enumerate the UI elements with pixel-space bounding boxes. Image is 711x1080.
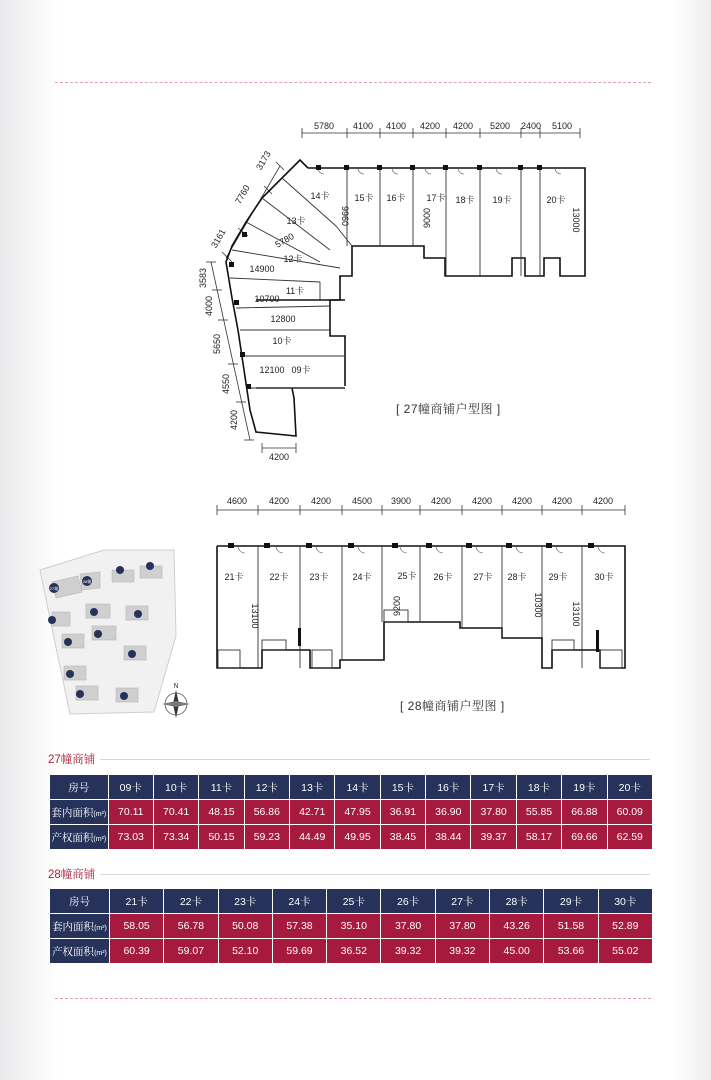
table28-inner-cell: 37.80 bbox=[381, 914, 435, 939]
table27-title_area-cell: 38.45 bbox=[380, 825, 425, 850]
table27-title_area-cell: 44.49 bbox=[290, 825, 335, 850]
p27-unit-15: 15卡 bbox=[354, 193, 374, 203]
p27-inner-5: 9960 bbox=[340, 205, 350, 227]
p28-dim-top-9: 4200 bbox=[592, 496, 614, 506]
p27-dim-left-2: 5650 bbox=[212, 333, 222, 355]
table27-inner-cell: 70.41 bbox=[153, 800, 198, 825]
table27-inner-cell: 36.90 bbox=[426, 800, 471, 825]
table27-rooms-cell: 20卡 bbox=[607, 775, 652, 800]
p27-dim-left-1: 4000 bbox=[204, 295, 214, 317]
table-28-label-inner: 套内面积(m²) bbox=[50, 914, 110, 939]
table27-inner-cell: 56.86 bbox=[244, 800, 289, 825]
table28-title_area-cell: 45.00 bbox=[490, 939, 544, 964]
p27-unit-18: 18卡 bbox=[455, 195, 475, 205]
table27-rooms-cell: 14卡 bbox=[335, 775, 380, 800]
table27-title_area-cell: 62.59 bbox=[607, 825, 652, 850]
table28-rooms-cell: 28卡 bbox=[490, 889, 544, 914]
table28-title_area-cell: 60.39 bbox=[109, 939, 163, 964]
p28-dim-top-3: 4500 bbox=[351, 496, 373, 506]
table28-title_area-cell: 59.69 bbox=[272, 939, 326, 964]
p27-dim-top-2: 4100 bbox=[385, 121, 407, 131]
table27-rooms-cell: 15卡 bbox=[380, 775, 425, 800]
p27-inner-4: 12100 bbox=[259, 365, 285, 375]
p28-dim-top-4: 3900 bbox=[390, 496, 412, 506]
table28-inner-cell: 57.38 bbox=[272, 914, 326, 939]
p27-dim-left-0: 3583 bbox=[198, 267, 208, 289]
table-27-row-inner bbox=[50, 800, 653, 825]
table28-inner-cell: 58.05 bbox=[109, 914, 163, 939]
p28-unit-21: 21卡 bbox=[224, 572, 244, 582]
p27-inner-7: 13000 bbox=[571, 207, 581, 233]
p28-unit-26: 26卡 bbox=[433, 572, 453, 582]
p28-dim-top-2: 4200 bbox=[310, 496, 332, 506]
p27-unit-11: 11卡 bbox=[285, 286, 305, 296]
p27-dim-top-5: 5200 bbox=[489, 121, 511, 131]
plan-27-drawing bbox=[0, 0, 711, 480]
p28-dim-top-7: 4200 bbox=[511, 496, 533, 506]
p28-unit-25: 25卡 bbox=[397, 571, 417, 581]
table27-rooms-cell: 17卡 bbox=[471, 775, 516, 800]
p27-dim-diag-0: 3161 bbox=[209, 227, 228, 250]
table27-title_area-cell: 49.95 bbox=[335, 825, 380, 850]
p27-unit-20: 20卡 bbox=[546, 195, 566, 205]
table27-rooms-cell: 11卡 bbox=[199, 775, 244, 800]
p27-unit-14: 14卡 bbox=[310, 191, 330, 201]
table27-title_area-cell: 59.23 bbox=[244, 825, 289, 850]
table27-title_area-cell: 38.44 bbox=[426, 825, 471, 850]
p27-inner-2: 10700 bbox=[254, 294, 280, 304]
p28-unit-30: 30卡 bbox=[594, 572, 614, 582]
p28-unit-22: 22卡 bbox=[269, 572, 289, 582]
bottom-dashed-divider bbox=[55, 998, 651, 999]
keymap-label-27: 27幢 bbox=[49, 586, 59, 591]
table27-title_area-cell: 73.34 bbox=[153, 825, 198, 850]
table28-inner-cell: 35.10 bbox=[327, 914, 381, 939]
p27-inner-6: 9000 bbox=[422, 207, 432, 229]
table28-title_area-cell: 36.52 bbox=[327, 939, 381, 964]
table27-title_area-cell: 50.15 bbox=[199, 825, 244, 850]
table27-title_area-cell: 39.37 bbox=[471, 825, 516, 850]
p27-dim-top-0: 5780 bbox=[313, 121, 335, 131]
table-27-row-room bbox=[50, 775, 653, 800]
p28-inner-2: 10300 bbox=[533, 592, 543, 618]
p27-dim-bottom: 4200 bbox=[268, 452, 290, 462]
table27-inner-cell: 37.80 bbox=[471, 800, 516, 825]
plan-27-caption: [ 27幢商铺户型图 ] bbox=[396, 402, 501, 416]
p28-unit-28: 28卡 bbox=[507, 572, 527, 582]
table-27-label-inner: 套内面积(m²) bbox=[50, 800, 109, 825]
table27-inner-cell: 48.15 bbox=[199, 800, 244, 825]
table-28-row-inner bbox=[50, 914, 653, 939]
table-28 bbox=[49, 888, 653, 964]
table-27-title: 27幢商铺 bbox=[48, 754, 96, 766]
table28-inner-cell: 51.58 bbox=[544, 914, 598, 939]
p27-unit-17: 17卡 bbox=[426, 193, 446, 203]
p27-unit-12: 12卡 bbox=[283, 254, 303, 264]
table28-rooms-cell: 21卡 bbox=[109, 889, 163, 914]
p27-dim-top-1: 4100 bbox=[352, 121, 374, 131]
p28-dim-top-5: 4200 bbox=[430, 496, 452, 506]
table27-title_area-cell: 73.03 bbox=[108, 825, 153, 850]
table27-rooms-cell: 18卡 bbox=[516, 775, 561, 800]
p27-dim-diag-2: 3173 bbox=[254, 149, 273, 172]
table27-rooms-cell: 16卡 bbox=[426, 775, 471, 800]
table28-rooms-cell: 30卡 bbox=[598, 889, 652, 914]
table-27-title-rule bbox=[100, 759, 650, 760]
table-27-label-room: 房号 bbox=[50, 775, 109, 800]
table28-rooms-cell: 25卡 bbox=[327, 889, 381, 914]
table28-rooms-cell: 22卡 bbox=[164, 889, 218, 914]
table27-rooms-cell: 09卡 bbox=[108, 775, 153, 800]
table-28-label-room: 房号 bbox=[50, 889, 110, 914]
compass-north-label: N bbox=[173, 683, 179, 690]
keymap-label-28: 28幢 bbox=[82, 579, 92, 584]
p27-unit-09: 09卡 bbox=[291, 365, 311, 375]
p28-inner-1: 9200 bbox=[392, 595, 402, 617]
table28-title_area-cell: 39.32 bbox=[381, 939, 435, 964]
p27-inner-3: 12800 bbox=[270, 314, 296, 324]
table28-inner-cell: 37.80 bbox=[435, 914, 489, 939]
p28-inner-3: 13100 bbox=[571, 601, 581, 627]
table28-title_area-cell: 52.10 bbox=[218, 939, 272, 964]
p27-unit-16: 16卡 bbox=[386, 193, 406, 203]
table28-inner-cell: 43.26 bbox=[490, 914, 544, 939]
table27-rooms-cell: 10卡 bbox=[153, 775, 198, 800]
p27-inner-1: 14900 bbox=[249, 264, 275, 274]
p27-dim-left-3: 4550 bbox=[221, 373, 231, 395]
table28-inner-cell: 50.08 bbox=[218, 914, 272, 939]
table27-inner-cell: 60.09 bbox=[607, 800, 652, 825]
table-27 bbox=[49, 774, 653, 850]
p27-dim-left-4: 4200 bbox=[229, 409, 239, 431]
table28-inner-cell: 52.89 bbox=[598, 914, 652, 939]
table-27-label-title: 产权面积(m²) bbox=[50, 825, 109, 850]
table27-inner-cell: 55.85 bbox=[516, 800, 561, 825]
p28-dim-top-1: 4200 bbox=[268, 496, 290, 506]
table28-rooms-cell: 26卡 bbox=[381, 889, 435, 914]
table28-title_area-cell: 55.02 bbox=[598, 939, 652, 964]
p27-inner-0: 5780 bbox=[273, 231, 296, 250]
p27-unit-13: 13卡 bbox=[286, 216, 306, 226]
p27-dim-top-3: 4200 bbox=[419, 121, 441, 131]
plan-28-caption: [ 28幢商铺户型图 ] bbox=[400, 699, 505, 713]
table-28-row-title bbox=[50, 939, 653, 964]
table27-inner-cell: 47.95 bbox=[335, 800, 380, 825]
p28-unit-29: 29卡 bbox=[548, 572, 568, 582]
table28-title_area-cell: 59.07 bbox=[164, 939, 218, 964]
table27-rooms-cell: 12卡 bbox=[244, 775, 289, 800]
table28-rooms-cell: 29卡 bbox=[544, 889, 598, 914]
p28-inner-0: 13100 bbox=[250, 603, 260, 629]
table-28-row-room bbox=[50, 889, 653, 914]
p27-dim-top-6: 2400 bbox=[520, 121, 542, 131]
p28-unit-23: 23卡 bbox=[309, 572, 329, 582]
table27-inner-cell: 42.71 bbox=[290, 800, 335, 825]
table27-inner-cell: 70.11 bbox=[108, 800, 153, 825]
table27-title_area-cell: 69.66 bbox=[562, 825, 607, 850]
p27-dim-top-4: 4200 bbox=[452, 121, 474, 131]
table27-inner-cell: 66.88 bbox=[562, 800, 607, 825]
table-27-row-title bbox=[50, 825, 653, 850]
table27-rooms-cell: 19卡 bbox=[562, 775, 607, 800]
p27-unit-19: 19卡 bbox=[492, 195, 512, 205]
compass-icon bbox=[156, 680, 196, 724]
table-28-label-title: 产权面积(m²) bbox=[50, 939, 110, 964]
p27-dim-top-7: 5100 bbox=[551, 121, 573, 131]
table28-inner-cell: 56.78 bbox=[164, 914, 218, 939]
table28-title_area-cell: 39.32 bbox=[435, 939, 489, 964]
table28-title_area-cell: 53.66 bbox=[544, 939, 598, 964]
table28-rooms-cell: 27卡 bbox=[435, 889, 489, 914]
p28-unit-27: 27卡 bbox=[473, 572, 493, 582]
table-28-title-rule bbox=[100, 874, 650, 875]
table27-rooms-cell: 13卡 bbox=[290, 775, 335, 800]
p27-dim-diag-1: 7760 bbox=[233, 183, 252, 206]
p27-unit-10: 10卡 bbox=[272, 336, 292, 346]
table-28-title: 28幢商铺 bbox=[48, 869, 96, 881]
p28-dim-top-6: 4200 bbox=[471, 496, 493, 506]
p28-unit-24: 24卡 bbox=[352, 572, 372, 582]
table28-rooms-cell: 24卡 bbox=[272, 889, 326, 914]
table28-rooms-cell: 23卡 bbox=[218, 889, 272, 914]
p28-dim-top-0: 4600 bbox=[226, 496, 248, 506]
table27-inner-cell: 36.91 bbox=[380, 800, 425, 825]
p28-dim-top-8: 4200 bbox=[551, 496, 573, 506]
table27-title_area-cell: 58.17 bbox=[516, 825, 561, 850]
